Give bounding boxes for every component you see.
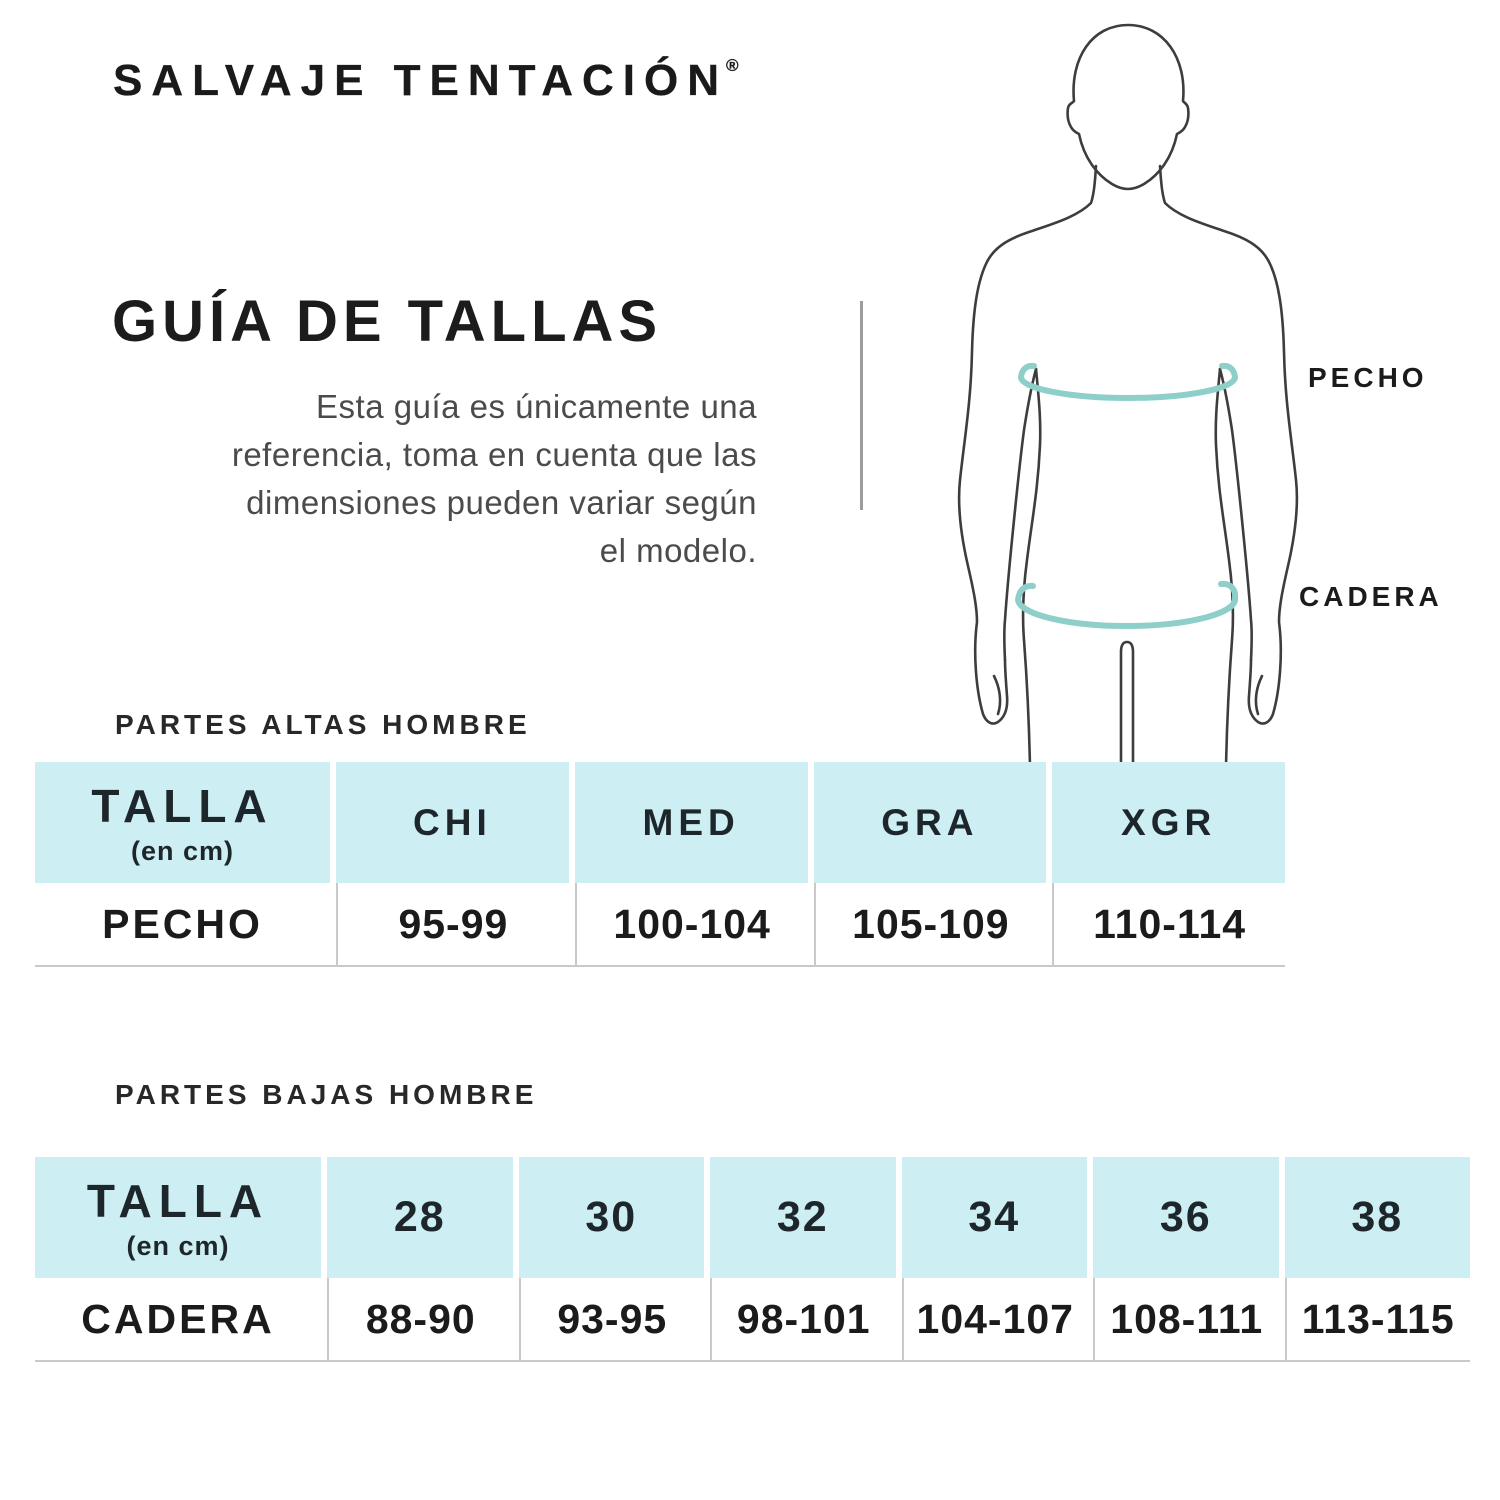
table-value: 88-90 <box>327 1278 513 1360</box>
lower-parts-size-table <box>35 1157 1470 1362</box>
body-right-arm-outline <box>1160 166 1297 724</box>
table-value: 98-101 <box>710 1278 896 1360</box>
body-right-thumb-line <box>1256 676 1262 714</box>
column-header: 32 <box>710 1157 896 1278</box>
body-head-outline <box>1068 25 1189 189</box>
chest-label: PECHO <box>1308 362 1428 393</box>
chest-measure-line <box>1021 366 1235 398</box>
row-label: CADERA <box>35 1278 321 1360</box>
size-header-unit: (en cm) <box>126 1230 230 1261</box>
upper-table-data-row <box>35 883 1285 967</box>
intro-description-line: referencia, toma en cuenta que las <box>231 436 757 473</box>
column-header: CHI <box>336 762 569 883</box>
intro-description-line: el modelo. <box>599 532 757 569</box>
upper-table-header-row <box>35 762 1285 883</box>
page-title: GUÍA DE TALLAS <box>112 289 663 354</box>
column-header: 30 <box>519 1157 705 1278</box>
column-header: GRA <box>814 762 1047 883</box>
body-right-inner-arm <box>1220 369 1252 660</box>
lower-parts-section-title: PARTES BAJAS HOMBRE <box>115 1079 538 1110</box>
size-header-cell <box>35 1157 321 1278</box>
intro-description-line: dimensiones pueden variar según <box>246 484 757 521</box>
size-header-cell <box>35 762 330 883</box>
body-left-torso-line <box>1023 369 1040 766</box>
table-value: 108-111 <box>1093 1278 1279 1360</box>
hip-measure-line <box>1018 584 1235 626</box>
column-header: 28 <box>327 1157 513 1278</box>
lower-table-data-row <box>35 1278 1470 1362</box>
size-header-label: TALLA <box>86 1174 270 1227</box>
body-left-thumb-line <box>994 676 1000 714</box>
brand-name: SALVAJE TENTACIÓN <box>113 56 729 105</box>
column-header: 34 <box>902 1157 1088 1278</box>
intro-description <box>85 383 757 575</box>
table-value: 110-114 <box>1052 883 1285 965</box>
table-value: 100-104 <box>575 883 808 965</box>
size-header-unit: (en cm) <box>130 835 235 866</box>
vertical-divider <box>860 301 863 510</box>
column-header: 36 <box>1093 1157 1279 1278</box>
table-value: 105-109 <box>814 883 1047 965</box>
table-value: 113-115 <box>1285 1278 1471 1360</box>
registered-trademark-symbol: ® <box>726 56 739 75</box>
upper-parts-size-table <box>35 762 1285 967</box>
table-value: 93-95 <box>519 1278 705 1360</box>
column-header: 38 <box>1285 1157 1471 1278</box>
table-value: 95-99 <box>336 883 569 965</box>
brand-logo <box>113 56 739 106</box>
row-label: PECHO <box>35 883 330 965</box>
intro-description-line: Esta guía es únicamente una <box>316 388 757 425</box>
body-right-torso-line <box>1216 369 1233 766</box>
hip-label: CADERA <box>1299 581 1443 612</box>
size-header-label: TALLA <box>91 779 274 832</box>
column-header: MED <box>575 762 808 883</box>
upper-parts-section-title: PARTES ALTAS HOMBRE <box>115 709 531 740</box>
body-left-inner-arm <box>1004 369 1036 660</box>
body-leg-seam <box>1121 642 1133 766</box>
column-header: XGR <box>1052 762 1285 883</box>
lower-table-header-row <box>35 1157 1470 1278</box>
table-value: 104-107 <box>902 1278 1088 1360</box>
body-left-arm-outline <box>959 166 1096 724</box>
